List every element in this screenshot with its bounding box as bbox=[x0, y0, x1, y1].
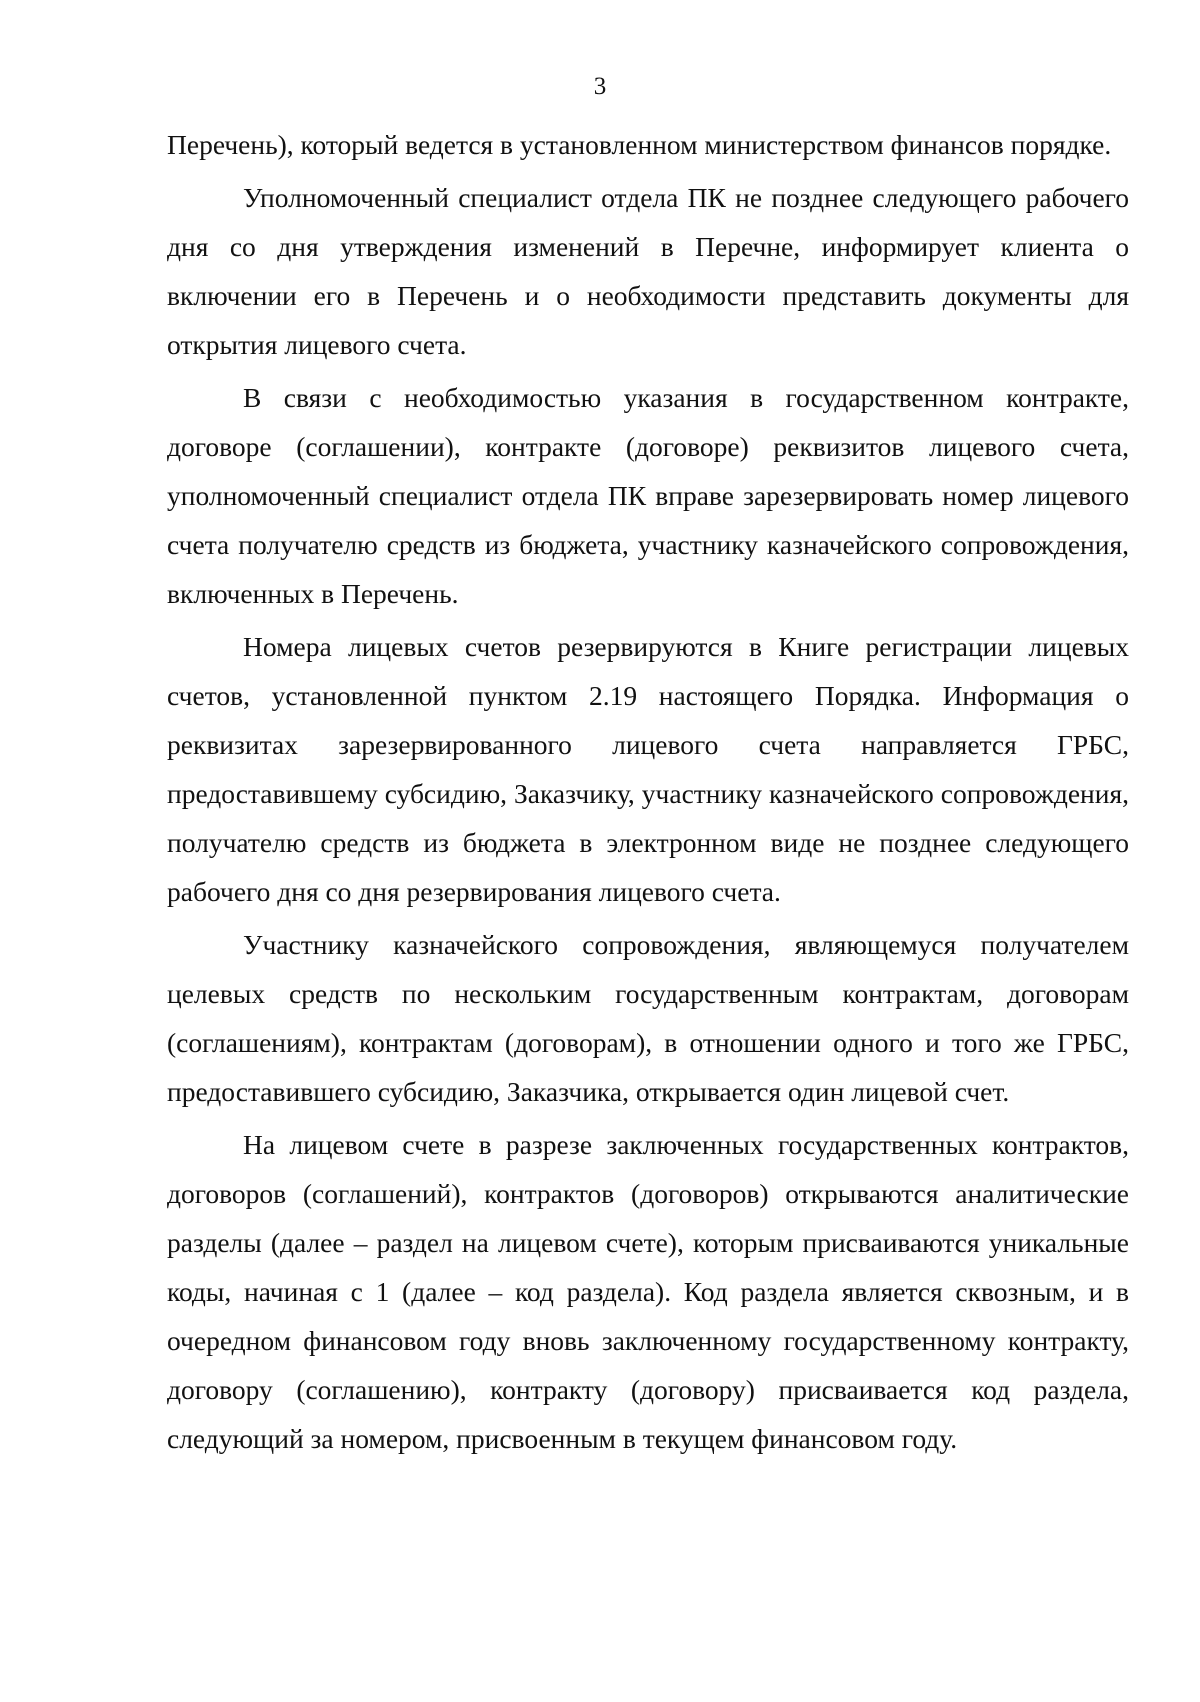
paragraph-continuation: Перечень), который ведется в установленном министерством финансов порядке. bbox=[167, 129, 1112, 160]
paragraph-reservation: В связи с необходимостью указания в государственном контракте, договоре (соглашении), контракте (договоре) реквизитов лицевого счета, уполномоченный специалист отдела ПК вправе зарезервировать номер лицевого счета получателю средств из бюджета, участнику казначейского сопровождения, включенных в Перечень. bbox=[167, 382, 1129, 609]
paragraph-single-account: Участнику казначейского сопровождения, являющемуся получателем целевых средств по нескольким государственным контрактам, договорам (соглашениям), контрактам (договорам), в отношении одного и того же ГРБС, предоставившего субсидию, Заказчика, открывается один лицевой счет. bbox=[167, 929, 1129, 1107]
page-number: 3 bbox=[593, 73, 607, 100]
paragraph-registration-book: Номера лицевых счетов резервируются в Книге регистрации лицевых счетов, установленной пунктом 2.19 настоящего Порядка. Информация о реквизитах зарезервированного лицевого счета направляется ГРБС, предоставившему субсидию, Заказчику, участнику казначейского сопровождения, получателю средств из бюджета в электронном виде не позднее следующего рабочего дня со дня резервирования лицевого счета. bbox=[167, 631, 1129, 907]
paragraph-analytical-sections: На лицевом счете в разрезе заключенных государственных контрактов, договоров (соглашений), контрактов (договоров) открываются аналитические разделы (далее – раздел на лицевом счете), которым присваиваются уникальные коды, начиная с 1 (далее – код раздела). Код раздела является сквозным, и в очередном финансовом году вновь заключенному государственному контракту, договору (соглашению), контракту (договору) присваивается код раздела, следующий за номером, присвоенным в текущем финансовом году. bbox=[167, 1129, 1129, 1454]
document-body bbox=[167, 120, 1129, 1467]
paragraph-notification: Уполномоченный специалист отдела ПК не позднее следующего рабочего дня со дня утверждения изменений в Перечне, информирует клиента о включении его в Перечень и о необходимости представить документы для открытия лицевого счета. bbox=[167, 182, 1129, 360]
